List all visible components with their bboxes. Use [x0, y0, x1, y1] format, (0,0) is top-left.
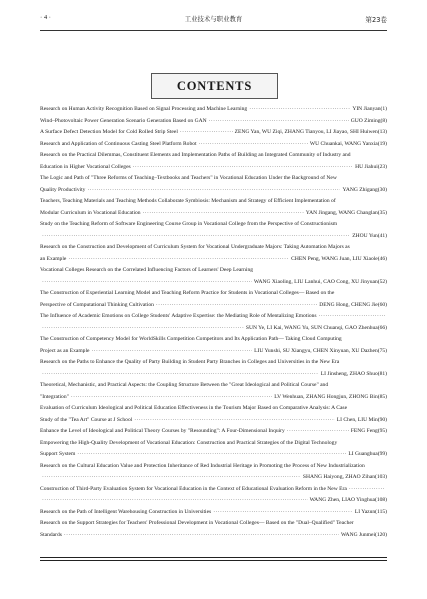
toc-authors-page: DENG Hong, CHENG Jie(60): [319, 301, 387, 308]
header-rule: [40, 30, 387, 31]
toc-line: [40, 392, 387, 404]
toc-authors-page: WANG Zhen, LIAO Yinghua(108): [309, 497, 387, 503]
toc-authors-page: CHEN Peng, WANG Juan, LIU Xiaole(46): [291, 255, 387, 262]
running-header: [40, 12, 387, 26]
toc-authors-page: LIU Yunshi, SU Xiangyu, CHEN Xinyuan, XU Dazhen(75): [254, 347, 387, 354]
toc-line: [40, 185, 387, 197]
toc-title-text: Research and Application of Continuous Casting Steel Platform Robot: [40, 140, 197, 147]
toc-line: [40, 323, 387, 335]
dot-leader: [42, 277, 252, 289]
toc-title-text: A Surface Defect Detection Model for Cold Rolled Strip Steel: [40, 129, 178, 135]
toc-line: [40, 127, 387, 139]
dot-leader: [91, 346, 252, 358]
dot-leader: [77, 449, 346, 461]
toc-title-text: Evaluation of Curriculum Ideological and Political Education Effectiveness in the Tourism Major Based on Comparative Analysis: A Case: [40, 405, 348, 411]
footer-rule-thin: [40, 560, 387, 561]
toc-authors-page: YAN Jingang, WANG Changlan(35): [305, 209, 387, 216]
toc-authors-page: WU Chuankai, WANG Yanxia(19): [309, 140, 387, 147]
toc-title-text: Modular Curriculum in Vocational Education: [40, 209, 141, 216]
toc-title-text: "Integration": [40, 393, 69, 400]
toc-line: [40, 334, 387, 346]
toc-title-text: Study of the "Tea Art" Course at J School: [40, 416, 133, 423]
toc-line: [40, 518, 387, 530]
toc-line: [40, 208, 387, 220]
toc-authors-page: LV Wenhuan, ZHANG Hongjun, ZHONG Bin(85): [274, 393, 387, 400]
toc-title-text: Theoretical, Mechanistic, and Practical Aspects: the Coupling Structure Between the "Great Ideological and Political Course" and: [40, 382, 329, 388]
toc-line: [40, 484, 387, 496]
toc-title-text: Teachers, Teaching Materials and Teaching Methods Collaborate Symbiosis: Mechanism and Strategy of Efficient Implementation of: [40, 198, 336, 204]
toc-title-text: Research on the Path of Intelligent Warehousing Construction in Universities: [40, 508, 212, 515]
toc-line: [40, 472, 387, 484]
toc-line: [40, 300, 387, 312]
toc-title-text: Wind–Photovoltaic Power Generation Scenario Generation Based on GAN: [40, 117, 207, 124]
toc-line: [40, 242, 387, 254]
toc-authors-page: LI Guanghua(99): [348, 451, 387, 457]
dot-leader: [180, 127, 233, 139]
toc-line: [40, 277, 387, 289]
toc-authors-page: SUN Ye, LI Kai, WANG Yu, SUN Chuanqi, GAO Zhenhua(66): [245, 324, 387, 331]
toc-title-text: Enhance the Level of Ideological and Political Theory Courses by "Resounding": A Four-Dimensional Inquiry: [40, 428, 285, 434]
dot-leader: [349, 484, 385, 496]
toc-line: [40, 288, 387, 300]
toc-title-text: Project as an Example: [40, 347, 90, 354]
dot-leader: [287, 426, 349, 438]
toc-line: [40, 507, 387, 519]
toc-line: [40, 162, 387, 174]
contents-title: CONTENTS: [151, 73, 278, 99]
toc-line: [40, 461, 387, 473]
dot-leader: [64, 530, 339, 542]
toc-line: [40, 104, 387, 116]
toc-title-text: Research on the Construction and Development of Curriculum System for Vocational Undergraduate Majors: Taking Automation Majors as: [40, 244, 350, 250]
toc-line: [40, 116, 387, 128]
toc-authors-page: ZENG Yan, WU Ziqi, ZHANG Tianyou, LI Jiayao, SHI Huiwen(13): [234, 129, 387, 135]
toc-line: [40, 495, 387, 507]
dot-leader: [134, 415, 335, 427]
toc-authors-page: YIN Jianyan(1): [352, 106, 387, 112]
toc-line: [40, 380, 387, 392]
toc-line: [40, 219, 387, 231]
toc-title-text: an Example: [40, 255, 67, 262]
toc-title-text: Standards: [40, 531, 62, 538]
footer-rule: [40, 557, 387, 558]
dot-leader: [319, 311, 385, 323]
toc-line: [40, 449, 387, 461]
toc-authors-page: LI Yazun(115): [354, 508, 387, 515]
toc-title-text: The Construction of Experiential Learning Model and Teaching Reform Practice for Students in Vocational Colleges— Based on the: [40, 290, 335, 296]
toc-title-text: Support System: [40, 451, 76, 457]
dot-leader: [156, 300, 317, 312]
toc-title-text: Research on the Paths to Enhance the Quality of Party Building in Student Party Branches in Colleges and Universities in the New Era: [40, 359, 340, 365]
dot-leader: [199, 139, 308, 151]
toc-line: [40, 415, 387, 427]
toc-line: [40, 438, 387, 450]
toc-line: [40, 150, 387, 162]
toc-line: [40, 254, 387, 266]
toc-line: [40, 173, 387, 185]
dot-leader: [143, 208, 304, 220]
dot-leader: [213, 507, 353, 519]
toc-line: [40, 530, 387, 542]
toc-line: [40, 369, 387, 381]
dot-leader: [209, 116, 349, 128]
dot-leader: [42, 323, 244, 335]
toc-line: [40, 231, 387, 243]
toc-title-text: The Construction of Competency Model for WorldSkills Competition Competitors and Its Application Path— Taking Cloud Computing: [40, 336, 342, 342]
toc-title-text: Education in Higher Vocational Colleges: [40, 163, 131, 170]
toc-title-text: Quality Productivity: [40, 186, 86, 193]
toc-line: [40, 357, 387, 369]
dot-leader: [42, 369, 319, 381]
toc-authors-page: HU Jiahui(23): [355, 163, 387, 170]
toc-line: [40, 426, 387, 438]
toc-line: [40, 311, 387, 323]
toc-authors-page: FENG Feng(95): [350, 428, 387, 434]
toc-authors-page: LI Jinsheng, ZHAO Shuo(81): [320, 370, 387, 377]
dot-leader: [68, 254, 289, 266]
toc-title-text: Construction of Third-Party Evaluation System for Vocational Education in the Context of Educational Evaluation Reform in the New Era: [40, 485, 347, 492]
dot-leader: [249, 104, 350, 116]
toc-line: [40, 403, 387, 415]
dot-leader: [133, 162, 353, 174]
dot-leader: [42, 472, 301, 484]
toc-authors-page: WANG Xiaoling, LIU Lanhui, CAO Cong, XU Jinyuan(52): [253, 278, 387, 285]
dot-leader: [87, 185, 340, 197]
dot-leader: [71, 392, 272, 404]
table-of-contents: [40, 104, 387, 541]
toc-title-text: Perspective of Computational Thinking Cultivation: [40, 301, 154, 308]
dot-leader: [42, 231, 350, 243]
toc-title-text: Research on the Support Strategies for Teachers' Professional Development in Vocational Colleges— Based on the "Dual–Qualified" Teacher: [40, 520, 354, 526]
dot-leader: [42, 495, 308, 507]
toc-line: [40, 346, 387, 358]
toc-authors-page: WANG Junmei(120): [340, 531, 387, 538]
toc-authors-page: GUO Ziming(8): [350, 117, 387, 124]
toc-title-text: Research on the Practical Dilemmas, Constituent Elements and Implementation Paths of Building an Integrated Community of Industry and: [40, 152, 351, 158]
page-number: · 4 ·: [40, 14, 51, 21]
toc-title-text: The Logic and Path of "Three Reforms of Teaching–Textbooks and Teachers" in Vocational Education Under the Background of New: [40, 175, 337, 181]
toc-title-text: Vocational Colleges Research on the Correlated Influencing Factors of Learners' Deep Learning: [40, 267, 253, 273]
toc-authors-page: LI Chen, LIU Min(90): [336, 416, 387, 423]
journal-name: 工业技术与职业教育: [184, 15, 243, 23]
volume-label: 第23卷: [365, 16, 387, 24]
toc-authors-page: SHANG Haiyong, ZHAO Zihan(103): [302, 474, 387, 480]
toc-line: [40, 196, 387, 208]
toc-title-text: Study on the Teaching Reform of Software Engineering Course Group in Vocational College from the Perspective of Constructionism: [40, 221, 338, 227]
toc-title-text: Research on Human Activity Recognition Based on Signal Processing and Machine Learning: [40, 106, 248, 112]
toc-line: [40, 139, 387, 151]
toc-line: [40, 265, 387, 277]
toc-authors-page: ZHOU Yun(41): [352, 232, 387, 239]
toc-title-text: Research on the Cultural Education Value and Protection Inheritance of Red Industrial Heritage in Promoting the Process of New Industrialization: [40, 462, 365, 469]
toc-title-text: Empowering the High-Quality Development of Vocational Education: Construction and Practical Strategies of the Digital Technology: [40, 439, 338, 446]
toc-title-text: The Influence of Academic Emotions on College Students' Adaptive Expertise: the Mediating Role of Mentalizing Emotions: [40, 313, 317, 319]
toc-authors-page: YANG Zhigang(30): [342, 186, 387, 193]
